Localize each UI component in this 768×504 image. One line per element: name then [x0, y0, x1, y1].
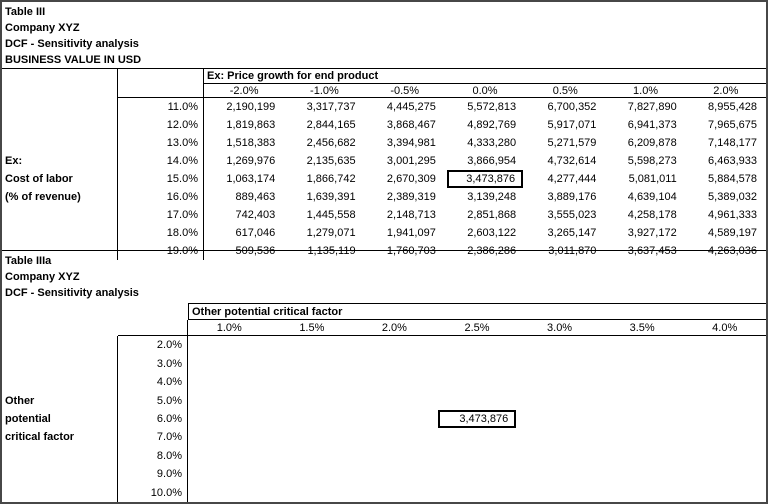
table3a-empty-cell[interactable] [518, 336, 601, 354]
table3a-highlight-cell[interactable] [436, 410, 519, 428]
table3a-column-group-header[interactable]: Other potential critical factor [188, 303, 766, 320]
table3-axis-label: Ex: [2, 152, 118, 170]
table3a-empty-cell[interactable] [683, 465, 766, 483]
table3-value-cell[interactable]: 5,572,813 [467, 101, 517, 113]
table3a-empty-cell[interactable] [271, 447, 354, 465]
table3a-empty-cell[interactable] [271, 354, 354, 372]
table3a-empty-cell[interactable] [683, 428, 766, 446]
table3-value-cell[interactable]: 4,639,104 [627, 191, 677, 203]
table3-col-header[interactable]: -1.0% [284, 84, 364, 98]
table3a-empty-cell[interactable] [271, 373, 354, 391]
table3a-empty-cell[interactable] [436, 465, 519, 483]
table3a-grid [2, 303, 766, 502]
table3-value-cell[interactable]: 3,927,172 [627, 227, 677, 239]
table3a-empty-cell[interactable] [436, 354, 519, 372]
table3-value-cell[interactable]: 5,081,011 [628, 173, 677, 185]
table3a-spacer-cell [2, 373, 118, 391]
table3a-empty-cell[interactable] [271, 465, 354, 483]
table3a-spacer-cell [118, 303, 188, 320]
table3a-empty-cell[interactable] [601, 373, 684, 391]
table3-axis-label: (% of revenue) [2, 188, 118, 206]
table3a-empty-cell[interactable] [188, 336, 271, 354]
table3a-empty-cell[interactable] [353, 391, 436, 409]
table3a-empty-cell[interactable] [188, 354, 271, 372]
table3a-empty-cell[interactable] [518, 484, 601, 502]
table3a-col-header[interactable]: 3.0% [518, 320, 601, 336]
table3a-empty-cell[interactable] [436, 373, 519, 391]
table3-value-cell[interactable]: 4,333,280 [467, 137, 517, 149]
table3a-spacer-cell [2, 336, 118, 354]
table3-value-cell[interactable]: 6,209,878 [627, 137, 677, 149]
table3-row-label[interactable]: 14.0% [118, 152, 204, 170]
table3-subtitle: DCF - Sensitivity analysis [5, 38, 139, 50]
table3a-row-label[interactable]: 5.0% [118, 391, 188, 409]
table3a-empty-cell[interactable] [518, 354, 601, 372]
table3-row-label[interactable]: 17.0% [118, 206, 204, 224]
table3a-empty-cell[interactable] [683, 447, 766, 465]
table3a-empty-cell[interactable] [683, 484, 766, 502]
table3-spacer-cell [118, 69, 204, 84]
table3-value-cell[interactable]: 3,317,737 [306, 101, 356, 113]
table3a-empty-cell[interactable] [601, 410, 684, 428]
table3a-section [2, 251, 766, 502]
table3-row-label[interactable]: 15.0% [118, 170, 204, 188]
table3a-empty-cell[interactable] [683, 410, 766, 428]
table3-axis-label: Cost of labor [2, 170, 118, 188]
table3-value-cell[interactable]: 3,394,981 [386, 137, 436, 149]
table3-value-cell[interactable]: 5,884,578 [708, 173, 757, 185]
table3-value-cell[interactable]: 4,277,444 [547, 173, 597, 185]
table3a-empty-cell[interactable] [188, 428, 271, 446]
table3-col-header[interactable]: 0.0% [445, 84, 525, 98]
table3-row-label[interactable]: 12.0% [118, 116, 204, 134]
table3-value-cell[interactable]: 5,917,071 [547, 119, 597, 131]
table3a-empty-cell[interactable] [436, 391, 519, 409]
table3a-spacer-cell [2, 465, 118, 483]
table3a-empty-cell[interactable] [518, 410, 601, 428]
table3-value-cell[interactable]: 1,135,119 [307, 245, 356, 257]
table3-col-header[interactable]: 0.5% [525, 84, 605, 98]
table3a-subtitle: DCF - Sensitivity analysis [5, 287, 139, 299]
table3-value-cell[interactable]: 7,148,177 [708, 137, 757, 149]
table3-column-group-header[interactable]: Ex: Price growth for end product [204, 69, 766, 84]
table3-value-cell[interactable]: 5,271,579 [547, 137, 597, 149]
table3-col-header[interactable]: 1.0% [605, 84, 685, 98]
table3a-empty-cell[interactable] [353, 410, 436, 428]
table3a-empty-cell[interactable] [683, 391, 766, 409]
table3-value-cell[interactable]: 2,190,199 [226, 101, 276, 113]
table3-spacer-cell [118, 84, 204, 98]
table3a-empty-cell[interactable] [601, 484, 684, 502]
table3a-empty-cell[interactable] [188, 391, 271, 409]
table3a-empty-cell[interactable] [683, 336, 766, 354]
table3-value-cell[interactable]: 1,518,383 [226, 137, 276, 149]
table3a-empty-cell[interactable] [353, 336, 436, 354]
table3-value-cell[interactable]: 1,269,976 [226, 155, 276, 167]
table3-value-cell[interactable]: 3,866,954 [467, 155, 517, 167]
table3a-col-header[interactable]: 1.0% [188, 320, 271, 336]
table3a-spacer-cell [118, 320, 188, 336]
table3a-col-header[interactable]: 1.5% [271, 320, 354, 336]
table3-row-label[interactable]: 18.0% [118, 224, 204, 242]
table3-value-cell[interactable]: 7,965,675 [708, 119, 757, 131]
table3-value-cell[interactable]: 1,063,174 [226, 173, 276, 185]
table3a-empty-cell[interactable] [353, 428, 436, 446]
table3-value-cell[interactable]: 2,386,286 [467, 245, 517, 257]
table3a-row-label[interactable]: 8.0% [118, 447, 188, 465]
table3-value-cell[interactable]: 3,889,176 [547, 191, 597, 203]
table3-value-cell[interactable]: 6,700,352 [547, 101, 597, 113]
table3-highlight-cell[interactable] [445, 170, 525, 188]
table3-value-cell[interactable]: 4,961,333 [708, 209, 757, 221]
table3-value-cell[interactable]: 3,555,023 [547, 209, 597, 221]
table3-value-cell[interactable]: 742,403 [235, 209, 276, 221]
table3-value-cell[interactable]: 4,445,275 [386, 101, 436, 113]
table3-value-cell[interactable]: 2,148,713 [386, 209, 436, 221]
table3-spacer-cell [2, 206, 118, 224]
table3a-empty-cell[interactable] [353, 373, 436, 391]
table3-value-cell[interactable]: 509,536 [235, 245, 276, 257]
table3-row-label[interactable]: 11.0% [118, 98, 204, 116]
table3a-empty-cell[interactable] [188, 484, 271, 502]
table3a-empty-cell[interactable] [601, 447, 684, 465]
table3-value-cell[interactable]: 4,263,036 [708, 245, 757, 257]
table3a-company: Company XYZ [5, 271, 80, 283]
table3a-axis-label: critical factor [2, 428, 118, 446]
table3a-empty-cell[interactable] [601, 391, 684, 409]
table3-value-cell[interactable]: 3,139,248 [467, 191, 517, 203]
table3-spacer-cell [2, 116, 118, 134]
table3a-row-label[interactable]: 10.0% [118, 484, 188, 502]
table3-value-cell[interactable]: 1,819,863 [226, 119, 276, 131]
table3a-row-label[interactable]: 4.0% [118, 373, 188, 391]
table3-value-cell[interactable]: 2,844,165 [306, 119, 356, 131]
table3a-col-header[interactable]: 2.0% [353, 320, 436, 336]
table3a-highlight-box[interactable]: 3,473,876 [438, 410, 517, 428]
table3a-empty-cell[interactable] [518, 447, 601, 465]
table3a-empty-cell[interactable] [518, 428, 601, 446]
table3a-empty-cell[interactable] [353, 465, 436, 483]
table3a-empty-cell[interactable] [518, 391, 601, 409]
table3a-empty-cell[interactable] [271, 410, 354, 428]
table3-highlight-box[interactable]: 3,473,876 [447, 170, 523, 188]
table3-value-cell[interactable]: 4,892,769 [467, 119, 517, 131]
table3-value-cell[interactable]: 5,598,273 [627, 155, 677, 167]
table3a-empty-cell[interactable] [271, 391, 354, 409]
table3-value-cell[interactable]: 1,760,703 [386, 245, 436, 257]
table3-value-cell[interactable]: 1,866,742 [306, 173, 356, 185]
table3-grid [2, 69, 766, 260]
table3-value-cell[interactable]: 3,868,467 [386, 119, 436, 131]
table3-value-cell[interactable]: 6,463,933 [708, 155, 757, 167]
table3-row-label[interactable]: 16.0% [118, 188, 204, 206]
table3-value-cell[interactable]: 1,445,558 [306, 209, 356, 221]
table3a-empty-cell[interactable] [436, 336, 519, 354]
table3a-col-header[interactable]: 2.5% [436, 320, 519, 336]
table3-title: Table III [5, 6, 46, 18]
table3a-empty-cell[interactable] [518, 465, 601, 483]
table3a-row-label[interactable]: 9.0% [118, 465, 188, 483]
table3a-spacer-cell [2, 303, 118, 320]
table3a-title-block [2, 251, 766, 303]
table3-value-cell[interactable]: 2,456,682 [306, 137, 356, 149]
table3-value-cell[interactable]: 1,639,391 [306, 191, 356, 203]
table3-spacer-cell [2, 224, 118, 242]
table3a-empty-cell[interactable] [271, 428, 354, 446]
table3-row-label[interactable]: 13.0% [118, 134, 204, 152]
table3-section [2, 2, 766, 257]
table3a-empty-cell[interactable] [683, 373, 766, 391]
table3-col-header[interactable]: -2.0% [204, 84, 284, 98]
table3a-row-label[interactable]: 2.0% [118, 336, 188, 354]
table3a-empty-cell[interactable] [188, 410, 271, 428]
table3a-empty-cell[interactable] [353, 484, 436, 502]
table3a-empty-cell[interactable] [436, 428, 519, 446]
table3a-empty-cell[interactable] [436, 484, 519, 502]
table3a-col-header[interactable]: 4.0% [683, 320, 766, 336]
table3-value-cell[interactable]: 2,135,635 [306, 155, 356, 167]
table3a-title: Table IIIa [5, 255, 52, 267]
table3a-row-label[interactable]: 7.0% [118, 428, 188, 446]
table3a-empty-cell[interactable] [436, 447, 519, 465]
table3-spacer-cell [2, 98, 118, 116]
table3-value-cell[interactable]: 3,011,870 [548, 245, 597, 257]
table3a-empty-cell[interactable] [271, 336, 354, 354]
table3-value-cell[interactable]: 4,258,178 [627, 209, 677, 221]
table3-col-header[interactable]: 2.0% [686, 84, 766, 98]
table3a-spacer-cell [2, 320, 118, 336]
table3a-empty-cell[interactable] [188, 465, 271, 483]
table3a-axis-label: Other [2, 391, 118, 409]
table3-value-cell[interactable]: 2,851,868 [467, 209, 517, 221]
table3-unit-label: BUSINESS VALUE IN USD [5, 54, 142, 66]
table3-value-cell[interactable]: 5,389,032 [708, 191, 757, 203]
table3-spacer-cell [2, 134, 118, 152]
table3a-spacer-cell [2, 484, 118, 502]
table3a-row-label[interactable]: 6.0% [118, 410, 188, 428]
table3-value-cell[interactable]: 3,637,453 [627, 245, 677, 257]
table3-value-cell[interactable]: 4,732,614 [547, 155, 597, 167]
table3a-empty-cell[interactable] [601, 354, 684, 372]
table3a-empty-cell[interactable] [601, 428, 684, 446]
table3-value-cell[interactable]: 617,046 [235, 227, 276, 239]
table3-value-cell[interactable]: 2,670,309 [386, 173, 436, 185]
table3-spacer-cell [2, 84, 118, 98]
table3a-empty-cell[interactable] [683, 354, 766, 372]
table3-value-cell[interactable]: 2,603,122 [467, 227, 517, 239]
table3a-axis-label: potential [2, 410, 118, 428]
table3-company: Company XYZ [5, 22, 80, 34]
table3a-empty-cell[interactable] [518, 373, 601, 391]
table3-value-cell[interactable]: 4,589,197 [708, 227, 757, 239]
table3-value-cell[interactable]: 1,941,097 [386, 227, 436, 239]
table3-value-cell[interactable]: 2,389,319 [386, 191, 436, 203]
table3-value-cell[interactable]: 3,265,147 [547, 227, 597, 239]
table3a-spacer-cell [2, 354, 118, 372]
table3-row-label[interactable]: 19.0% [118, 242, 204, 260]
table3a-empty-cell[interactable] [188, 447, 271, 465]
table3a-empty-cell[interactable] [271, 484, 354, 502]
table3-value-cell[interactable]: 3,001,295 [386, 155, 436, 167]
table3a-col-header[interactable]: 3.5% [601, 320, 684, 336]
table3a-empty-cell[interactable] [601, 465, 684, 483]
table3-value-cell[interactable]: 8,955,428 [708, 101, 757, 113]
table3-title-block [2, 2, 766, 69]
table3a-empty-cell[interactable] [188, 373, 271, 391]
table3-value-cell[interactable]: 1,279,071 [306, 227, 356, 239]
table3a-empty-cell[interactable] [353, 447, 436, 465]
table3a-empty-cell[interactable] [353, 354, 436, 372]
table3-col-header[interactable]: -0.5% [365, 84, 445, 98]
table3-spacer-cell [2, 69, 118, 84]
table3-value-cell[interactable]: 889,463 [235, 191, 276, 203]
table3a-empty-cell[interactable] [601, 336, 684, 354]
table3-value-cell[interactable]: 6,941,373 [627, 119, 677, 131]
table3a-row-label[interactable]: 3.0% [118, 354, 188, 372]
table3a-spacer-cell [2, 447, 118, 465]
table3-value-cell[interactable]: 7,827,890 [627, 101, 677, 113]
